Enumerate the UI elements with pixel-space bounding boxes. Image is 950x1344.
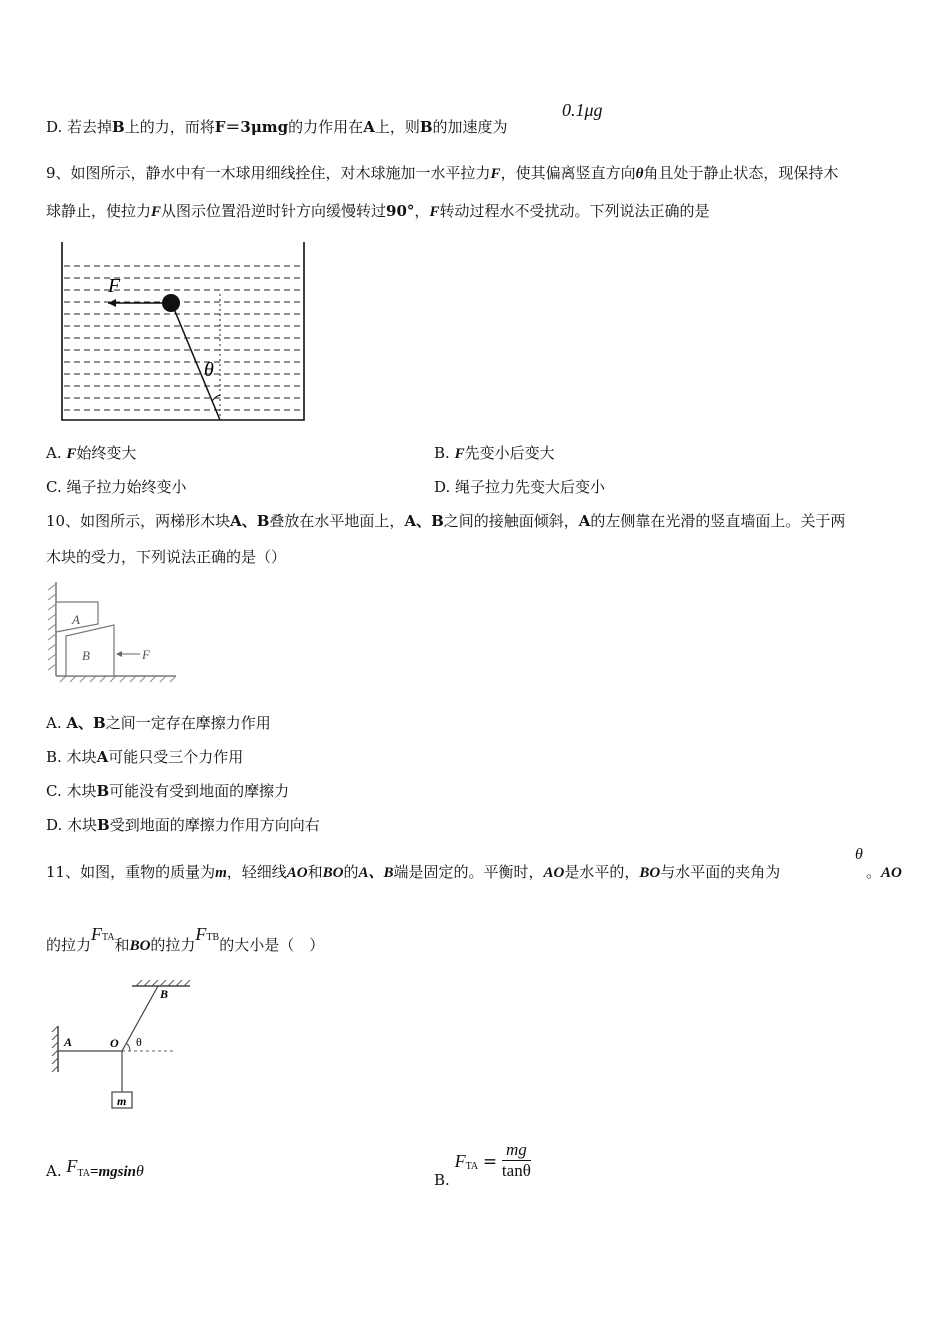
- q9-option-c[interactable]: C. 绳子拉力始终变小: [46, 478, 187, 496]
- fraction: $\frac{mg}{\tan\theta}$: [501, 1140, 531, 1180]
- q10-option-a[interactable]: A. A、B之间一定存在摩擦力作用: [46, 714, 271, 732]
- wall-a-hatching: [52, 1026, 58, 1072]
- wall-hatching: [48, 584, 56, 670]
- q10-figure-blocks: [40, 580, 185, 685]
- q9-option-b[interactable]: B. F先变小后变大: [434, 444, 555, 462]
- label-o: O: [110, 1036, 119, 1050]
- q8-option-d: D. 若去掉B上的力，而将F＝3μmg的力作用在A上，则B的加速度为: [46, 118, 508, 136]
- q9-stem-line2: 球静止，使拉力F从图示位置沿逆时针方向缓慢转过90°，F转动过程水不受扰动。下列说法正确的是: [46, 202, 710, 220]
- q10-stem-line1: 10、如图所示，两梯形木块A、B叠放在水平地面上，A、B之间的接触面倾斜，A的左侧靠在光滑的竖直墙面上。关于两: [46, 512, 846, 530]
- ground-hatching: [60, 676, 176, 682]
- q9-option-d[interactable]: D. 绳子拉力先变大后变小: [434, 478, 606, 496]
- q11-figure-strings: [50, 980, 190, 1115]
- wooden-ball: [162, 294, 180, 312]
- q10-option-d[interactable]: D. 木块B受到地面的摩擦力作用方向向右: [46, 816, 320, 834]
- ft-b-symbol: FTB: [195, 924, 220, 944]
- water-lines: [64, 266, 302, 410]
- block-b-label: B: [82, 648, 90, 663]
- q11-option-b[interactable]: B. $F_{TA}$ = $\frac{mg}{\tan\theta}$: [434, 1140, 531, 1189]
- label-a: A: [64, 1035, 73, 1049]
- label-m: m: [117, 1094, 127, 1108]
- force-label: F: [108, 275, 121, 297]
- block-a-label: A: [72, 612, 80, 627]
- q11-stem-line1: 11、如图，重物的质量为m，轻细线AO和BO的A、B端是固定的。平衡时，AO是水平的，BO与水平面的夹角为: [46, 863, 781, 881]
- q9-stem-line1: 9、如图所示，静水中有一木球用细线拴住，对木球施加一水平拉力F，使其偏离竖直方向θ角且处于静止状态，现保持木: [46, 164, 839, 182]
- force-arrowhead: [108, 299, 116, 307]
- angle-label: θ: [204, 359, 214, 381]
- q8-option-d-value: 0.1μg: [562, 100, 603, 120]
- label-b: B: [160, 987, 169, 1001]
- q10-option-c[interactable]: C. 木块B可能没有受到地面的摩擦力: [46, 782, 290, 800]
- q11-option-a[interactable]: A. FTA=mgsinθ: [46, 1156, 144, 1180]
- q9-option-a[interactable]: A. F始终变大: [46, 444, 137, 462]
- q9-figure-water-tank: [56, 238, 316, 428]
- force-arrowhead: [116, 651, 122, 657]
- ceiling-b-hatching: [136, 980, 190, 986]
- force-label: F: [142, 647, 150, 662]
- block-b: [66, 625, 114, 676]
- q11-theta-symbol: θ: [855, 846, 863, 863]
- q11-stem-line1-end: 。AO: [866, 863, 902, 881]
- label-theta: θ: [136, 1035, 142, 1049]
- q11-stem-line2: 的拉力FTA和BO的拉力FTB的大小是（ ）: [46, 924, 325, 954]
- ft-a-symbol: FTA: [91, 924, 115, 944]
- q10-stem-line2: 木块的受力，下列说法正确的是（）: [46, 548, 287, 566]
- q10-option-b[interactable]: B. 木块A可能只受三个力作用: [46, 748, 244, 766]
- angle-arc: [126, 1043, 130, 1051]
